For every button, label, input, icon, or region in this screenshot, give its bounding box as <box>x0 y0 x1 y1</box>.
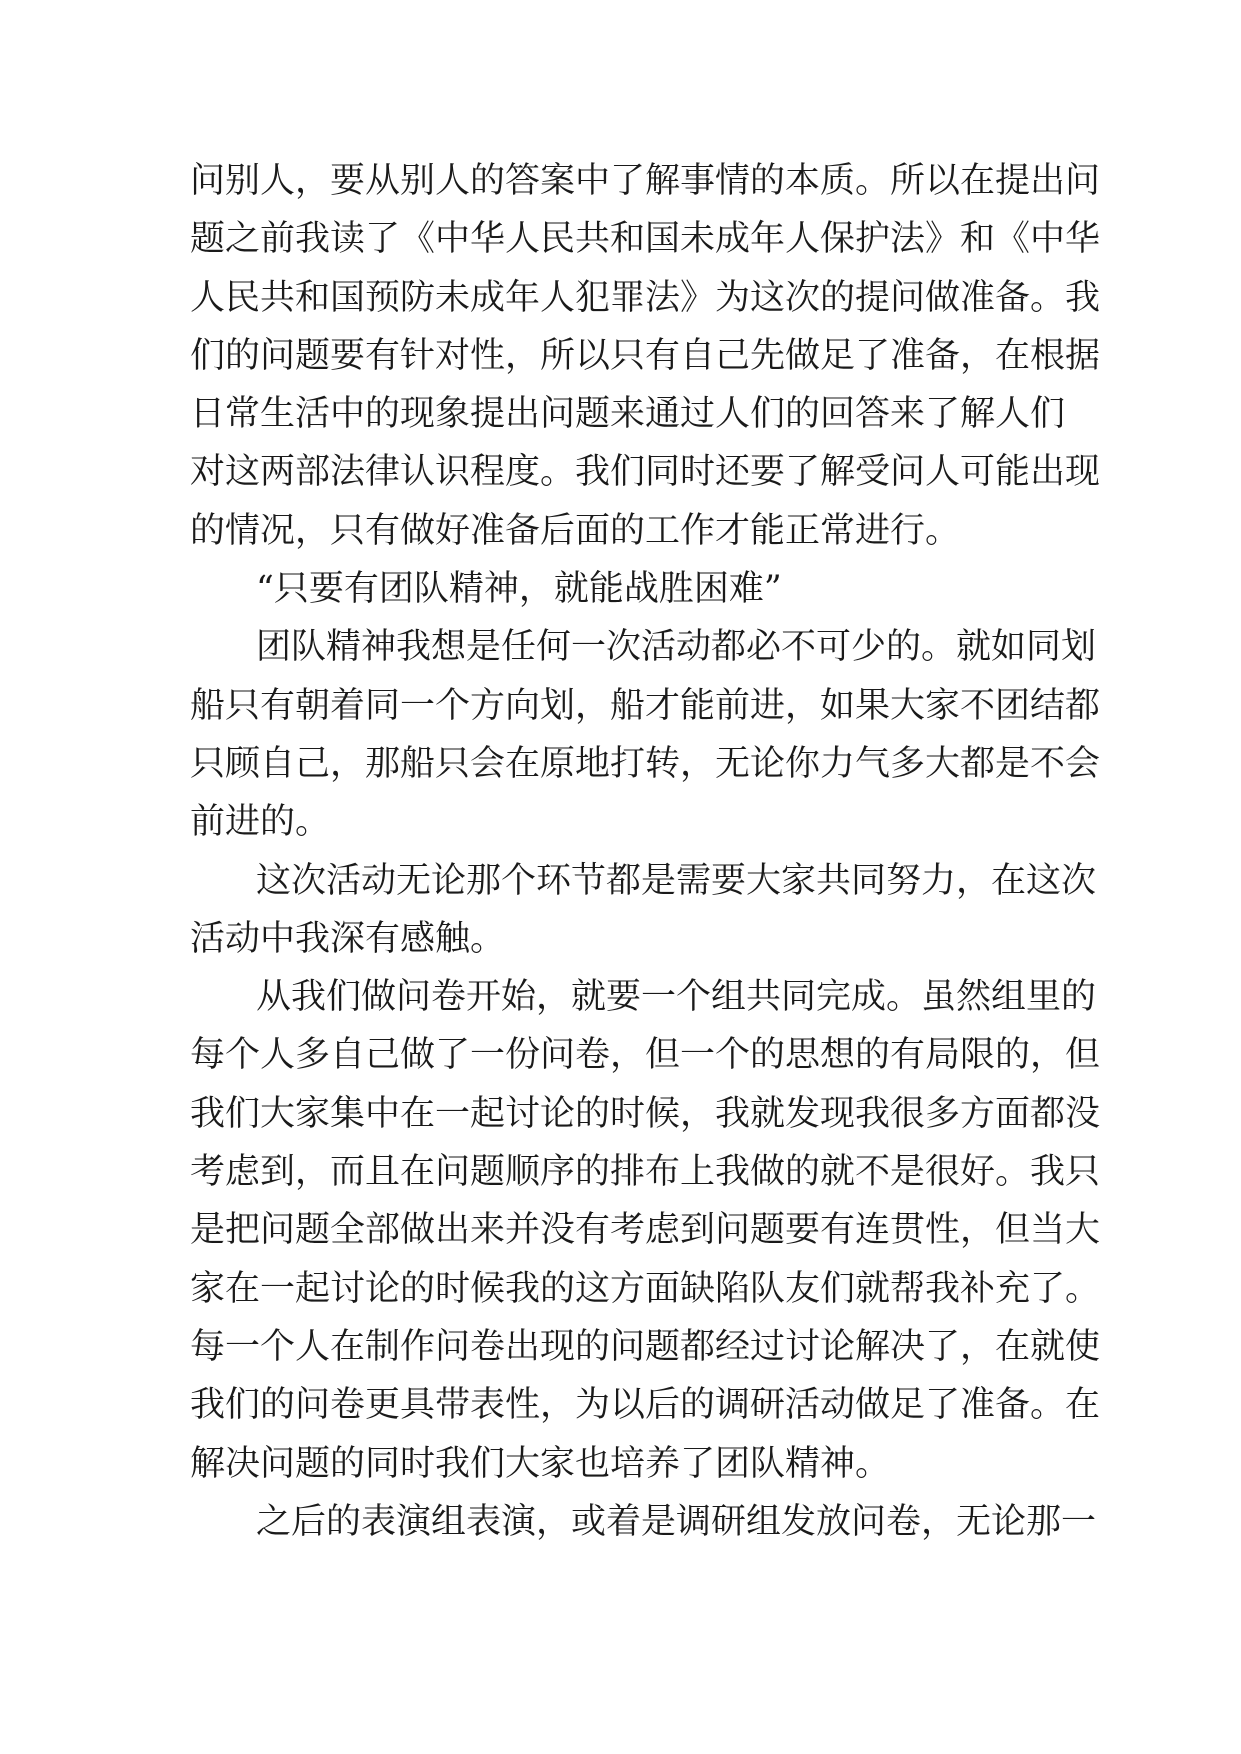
text-line: 是把问题全部做出来并没有考虑到问题要有连贯性，但当大 <box>190 1210 1101 1251</box>
text-line: “只要有团队精神，就能战胜困难” <box>256 569 782 610</box>
text-line: 从我们做问卷开始，就要一个组共同完成。虽然组里的 <box>256 977 1097 1018</box>
text-line: 问别人，要从别人的答案中了解事情的本质。所以在提出问 <box>190 161 1101 201</box>
text-line: 船只有朝着同一个方向划，船才能前进，如果大家不团结都 <box>190 685 1101 726</box>
text-line: 每一个人在制作问卷出现的问题都经过讨论解决了，在就使 <box>190 1326 1101 1367</box>
text-line: 对这两部法律认识程度。我们同时还要了解受问人可能出现 <box>190 452 1101 493</box>
text-line: 这次活动无论那个环节都是需要大家共同努力，在这次 <box>256 860 1097 901</box>
text-line: 我们大家集中在一起讨论的时候，我就发现我很多方面都没 <box>190 1093 1101 1134</box>
text-line: 每个人多自己做了一份问卷，但一个的思想的有局限的，但 <box>190 1035 1101 1076</box>
text-line: 人民共和国预防未成年人犯罪法》为这次的提问做准备。我 <box>190 277 1101 318</box>
text-line: 题之前我读了《中华人民共和国未成年人保护法》和《中华 <box>190 219 1101 260</box>
text-line: 之后的表演组表演，或着是调研组发放问卷，无论那一 <box>256 1501 1097 1542</box>
text-line: 我们的问卷更具带表性，为以后的调研活动做足了准备。在 <box>190 1385 1101 1426</box>
body-text <box>190 152 1101 1551</box>
text-line: 日常生活中的现象提出问题来通过人们的回答来了解人们 <box>190 394 1066 435</box>
text-line: 考虑到，而且在问题顺序的排布上我做的就不是很好。我只 <box>190 1152 1101 1193</box>
text-line: 只顾自己，那船只会在原地打转，无论你力气多大都是不会 <box>190 743 1101 784</box>
text-line: 活动中我深有感触。 <box>190 918 506 959</box>
text-line: 家在一起讨论的时候我的这方面缺陷队友们就帮我补充了。 <box>190 1268 1101 1309</box>
text-line: 的情况，只有做好准备后面的工作才能正常进行。 <box>190 510 961 551</box>
text-line: 团队精神我想是任何一次活动都必不可少的。就如同划 <box>256 627 1097 668</box>
text-line: 们的问题要有针对性，所以只有自己先做足了准备，在根据 <box>190 335 1101 376</box>
text-line: 前进的。 <box>190 802 331 843</box>
text-line: 解决问题的同时我们大家也培养了团队精神。 <box>190 1443 891 1484</box>
